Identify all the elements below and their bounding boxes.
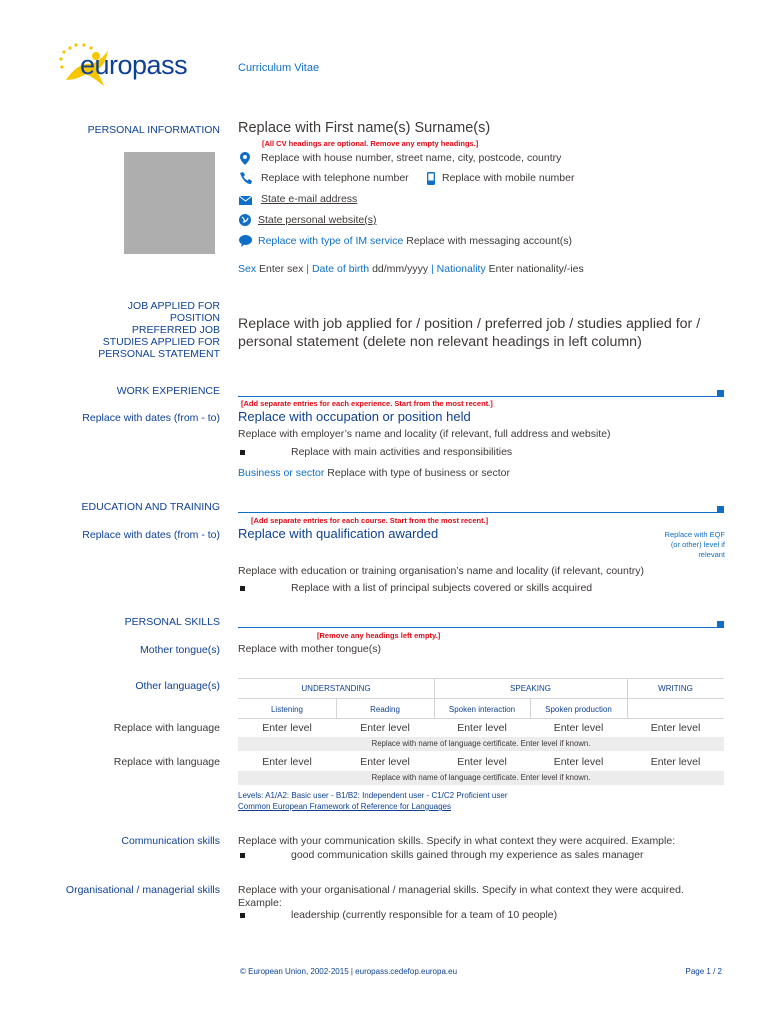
organisational-skills-item — [240, 909, 557, 921]
doc-title: Curriculum Vitae — [238, 62, 320, 74]
website-globe-icon — [239, 214, 251, 226]
organisation: Replace with education or training organisation’s name and locality (if relevant, country) — [238, 565, 645, 577]
email-link[interactable]: State e-mail address — [261, 193, 358, 205]
bullet-icon — [240, 853, 245, 858]
level-cell: Enter level — [457, 722, 507, 734]
bullet-icon — [240, 913, 245, 918]
activities-item — [240, 446, 512, 458]
section-rule — [238, 396, 718, 397]
nationality-label: Nationality — [436, 263, 486, 275]
subjects-text: Replace with a list of principal subjects covered or skills acquired — [291, 582, 593, 594]
bullet-icon — [240, 586, 245, 591]
sector-value: Replace with type of business or sector — [327, 467, 510, 479]
job-label-line: POSITION — [169, 312, 220, 324]
job-label-line: JOB APPLIED FOR — [127, 300, 220, 312]
subhead-listening: Listening — [270, 705, 304, 714]
bullet-icon — [240, 450, 245, 455]
im-service — [258, 235, 572, 247]
level-cell: Enter level — [650, 756, 701, 768]
education-label: EDUCATION AND TRAINING — [81, 501, 220, 513]
telephone-icon — [239, 172, 252, 184]
website-link[interactable]: State personal website(s) — [258, 214, 377, 226]
personal-info-label: PERSONAL INFORMATION — [87, 124, 220, 136]
work-experience-label: WORK EXPERIENCE — [116, 385, 220, 397]
subhead-spoken-interaction: Spoken interaction — [448, 705, 516, 714]
level-cell: Enter level — [457, 756, 507, 768]
level-cell: Enter level — [262, 722, 312, 734]
address: Replace with house number, street name, city, postcode, country — [261, 152, 562, 164]
certificate-row — [238, 737, 724, 751]
eqf-line: Replace with EQF — [664, 530, 725, 539]
sex-value: Enter sex — [259, 263, 304, 275]
im-type: Replace with type of IM service — [258, 235, 404, 247]
level-cell: Enter level — [262, 756, 312, 768]
eqf-level — [665, 530, 725, 560]
im-account: Replace with messaging account(s) — [406, 235, 572, 247]
level-cell: Enter level — [553, 756, 604, 768]
language-row-label: Replace with language — [113, 722, 220, 734]
level-cell: Enter level — [553, 722, 604, 734]
level-cell: Enter level — [650, 722, 701, 734]
job-label-line: PERSONAL STATEMENT — [98, 348, 220, 360]
sex-label: Sex — [238, 263, 257, 275]
education-dates: Replace with dates (from - to) — [82, 529, 220, 541]
subhead-reading: Reading — [370, 705, 400, 714]
subjects-item — [240, 582, 592, 594]
activities-text: Replace with main activities and responsibilities — [291, 446, 513, 458]
section-rule-marker — [717, 390, 724, 397]
job-applied-value: Replace with job applied for / position / preferred job / studies applied for / personal statement (delete non relevant headings in left column) — [238, 316, 701, 350]
job-applied-label — [98, 300, 220, 360]
mother-tongue-value: Replace with mother tongue(s) — [238, 643, 381, 655]
header-writing: WRITING — [658, 684, 693, 693]
section-rule — [238, 512, 718, 513]
cefr-link[interactable]: Common European Framework of Reference for Languages — [238, 802, 451, 811]
subhead-spoken-production: Spoken production — [545, 705, 612, 714]
candidate-name: Replace with First name(s) Surname(s) — [238, 120, 491, 136]
communication-skills-label: Communication skills — [121, 835, 220, 847]
skills-note: [Remove any headings left empty.] — [317, 631, 441, 640]
certificate-text: Replace with name of language certificate. Enter level if known. — [371, 773, 591, 782]
job-label-line: PREFERRED JOB — [131, 324, 220, 336]
logo-text: europass — [80, 50, 188, 80]
header-understanding: UNDERSTANDING — [301, 684, 371, 693]
organisational-skills-example: leadership (currently responsible for a team of 10 people) — [291, 909, 558, 921]
levels-note: Levels: A1/A2: Basic user - B1/B2: Independent user - C1/C2 Proficient user — [238, 791, 508, 800]
business-sector — [238, 467, 510, 479]
nationality-value: Enter nationality/-ies — [488, 263, 584, 275]
qualification: Replace with qualification awarded — [238, 526, 439, 541]
personal-skills-label: PERSONAL SKILLS — [124, 616, 220, 628]
personal-details-line — [238, 263, 584, 275]
mobile-phone-icon — [427, 172, 435, 185]
location-pin-icon — [240, 152, 250, 165]
eqf-line: relevant — [698, 550, 725, 559]
mother-tongue-label: Mother tongue(s) — [140, 644, 220, 656]
photo-placeholder — [124, 152, 215, 254]
certificate-row — [238, 771, 724, 785]
footer-copyright: © European Union, 2002-2015 | europass.cedefop.europa.eu — [240, 967, 458, 976]
telephone: Replace with telephone number — [261, 172, 409, 184]
section-rule-marker — [717, 506, 724, 513]
header-speaking: SPEAKING — [510, 684, 551, 693]
mobile: Replace with mobile number — [442, 172, 575, 184]
instant-messaging-icon — [239, 235, 252, 247]
separator: | — [306, 263, 310, 275]
dob-label: Date of birth — [311, 263, 370, 275]
sector-label: Business or sector — [238, 467, 325, 479]
communication-skills-example: good communication skills gained through my experience as sales manager — [291, 849, 644, 861]
certificate-text: Replace with name of language certificate. Enter level if known. — [371, 739, 591, 748]
communication-skills-item — [240, 849, 644, 861]
level-cell: Enter level — [360, 722, 410, 734]
communication-skills-value: Replace with your communication skills. Specify in what context they were acquired. Example: — [238, 835, 676, 847]
section-rule-marker — [717, 621, 724, 628]
organisational-skills-label: Organisational / managerial skills — [65, 884, 220, 896]
occupation: Replace with occupation or position held — [238, 409, 471, 424]
optional-headings-note: [All CV headings are optional. Remove any empty headings.] — [262, 139, 479, 148]
email-icon — [239, 196, 252, 205]
other-languages-label: Other language(s) — [135, 680, 220, 692]
job-label-line: STUDIES APPLIED FOR — [102, 336, 220, 348]
separator: | — [431, 263, 434, 275]
language-row-label: Replace with language — [113, 756, 220, 768]
organisational-skills-value: Replace with your organisational / managerial skills. Specify in what context they were acquired. Example: — [238, 884, 684, 909]
footer-page-number: Page 1 / 2 — [685, 967, 722, 976]
education-note: [Add separate entries for each course. Start from the most recent.] — [251, 516, 489, 525]
dob-value: dd/mm/yyyy — [372, 263, 429, 275]
work-note: [Add separate entries for each experience. Start from the most recent.] — [241, 399, 493, 408]
work-dates: Replace with dates (from - to) — [82, 412, 220, 424]
language-table — [238, 678, 724, 788]
level-cell: Enter level — [360, 756, 410, 768]
employer: Replace with employer’s name and locality (if relevant, full address and website) — [238, 428, 611, 440]
europass-logo — [56, 40, 226, 90]
section-rule — [238, 627, 718, 628]
eqf-line: (or other) level if — [670, 540, 725, 549]
